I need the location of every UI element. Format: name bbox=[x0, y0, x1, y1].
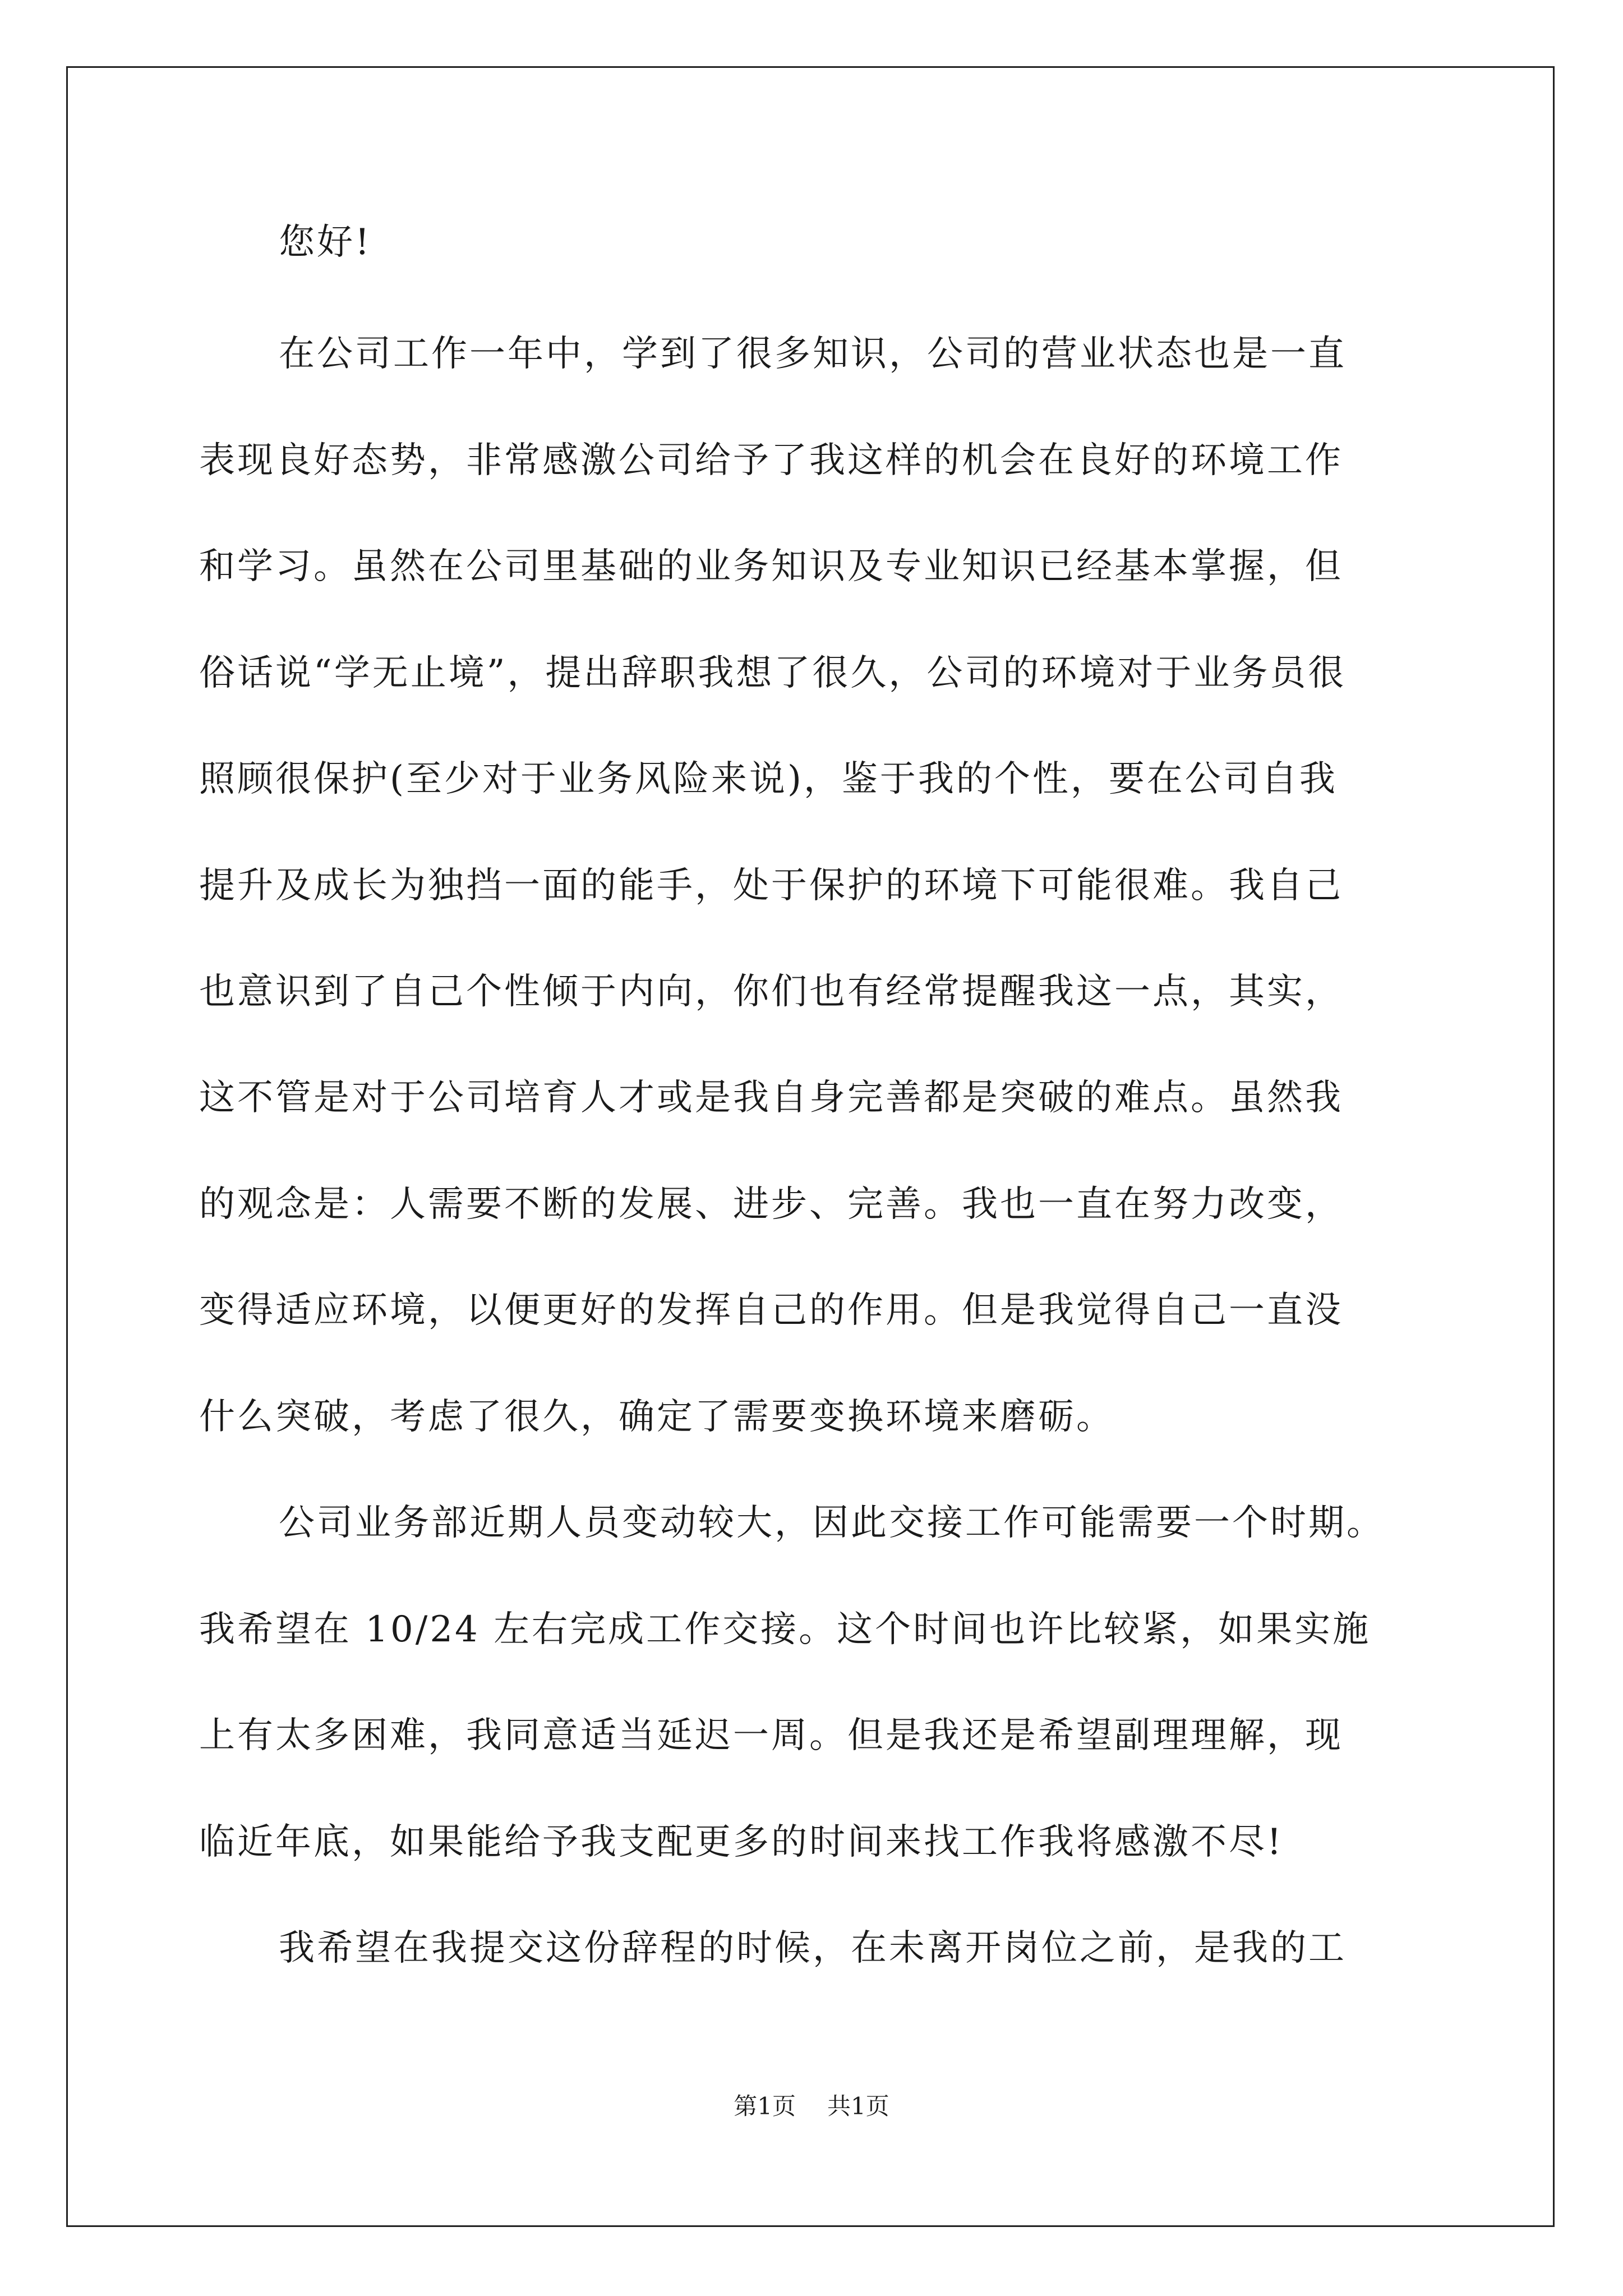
page-number: 第1页 bbox=[734, 2092, 796, 2120]
paragraph-1-line-9: 的观念是：人需要不断的发展、进步、完善。我也一直在努力改变， bbox=[199, 1184, 1343, 1225]
page-border bbox=[66, 66, 1555, 2227]
paragraph-2-line-1: 公司业务部近期人员变动较大，因此交接工作可能需要一个时期。 bbox=[279, 1502, 1385, 1544]
page-footer bbox=[0, 2092, 1623, 2120]
greeting-line: 您好! bbox=[279, 222, 372, 263]
total-pages: 共1页 bbox=[827, 2092, 889, 2120]
paragraph-2-line-2: 我希望在 10/24 左右完成工作交接。这个时间也许比较紧，如果实施 bbox=[199, 1609, 1371, 1650]
paragraph-3-line-1: 我希望在我提交这份辞程的时候，在未离开岗位之前，是我的工 bbox=[279, 1927, 1347, 1969]
paragraph-1-line-1: 在公司工作一年中，学到了很多知识，公司的营业状态也是一直 bbox=[279, 333, 1347, 375]
paragraph-1-line-10: 变得适应环境，以便更好的发挥自己的作用。但是我觉得自己一直没 bbox=[199, 1290, 1343, 1331]
paragraph-2-line-3: 上有太多困难，我同意适当延迟一周。但是我还是希望副理理解，现 bbox=[199, 1715, 1343, 1756]
paragraph-1-line-7: 也意识到了自己个性倾于内向，你们也有经常提醒我这一点，其实， bbox=[199, 971, 1343, 1013]
paragraph-1-line-6: 提升及成长为独挡一面的能手，处于保护的环境下可能很难。我自己 bbox=[199, 865, 1343, 907]
paragraph-1-line-8: 这不管是对于公司培育人才或是我自身完善都是突破的难点。虽然我 bbox=[199, 1077, 1343, 1119]
paragraph-1-line-5: 照顾很保护(至少对于业务风险来说)，鉴于我的个性，要在公司自我 bbox=[199, 758, 1338, 800]
paragraph-1-line-4: 俗话说“学无止境”，提出辞职我想了很久，公司的环境对于业务员很 bbox=[199, 652, 1347, 694]
paragraph-1-line-3: 和学习。虽然在公司里基础的业务知识及专业知识已经基本掌握，但 bbox=[199, 546, 1343, 587]
paragraph-2-line-4: 临近年底，如果能给予我支配更多的时间来找工作我将感激不尽! bbox=[199, 1821, 1284, 1863]
paragraph-1-line-2: 表现良好态势，非常感激公司给予了我这样的机会在良好的环境工作 bbox=[199, 440, 1343, 481]
paragraph-1-line-11: 什么突破，考虑了很久，确定了需要变换环境来磨砺。 bbox=[199, 1396, 1114, 1438]
